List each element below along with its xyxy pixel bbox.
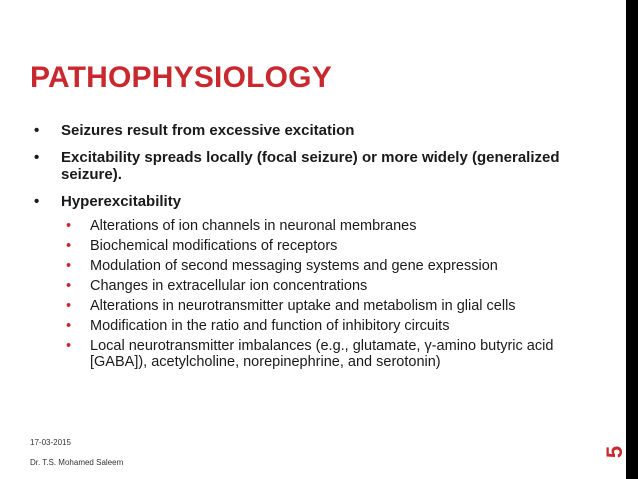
sub-bullet-text: Modification in the ratio and function of inhibitory circuits [90, 318, 450, 334]
bullet-text: Excitability spreads locally (focal seizure) or more widely (generalized seizure). [61, 149, 560, 183]
bullet-marker: • [34, 149, 40, 166]
sub-bullet-marker: • [66, 278, 72, 294]
bullet-marker: • [34, 193, 40, 210]
sub-bullet-list [32, 218, 592, 370]
bullet-item [32, 122, 592, 139]
bullet-text: Seizures result from excessive excitation [61, 122, 355, 139]
sub-bullet-marker: • [66, 298, 72, 314]
bullet-item [32, 149, 592, 183]
sub-bullet-text: Modulation of second messaging systems and gene expression [90, 258, 498, 274]
sub-bullet-text: Biochemical modifications of receptors [90, 238, 338, 254]
footer-author: Dr. T.S. Mohamed Saleem [30, 458, 124, 467]
sub-bullet-text: Changes in extracellular ion concentrations [90, 278, 368, 294]
sub-bullet-item [66, 298, 592, 314]
sub-bullet-item [66, 258, 592, 274]
sub-bullet-text: Alterations in neurotransmitter uptake and metabolism in glial cells [90, 298, 516, 314]
sub-bullet-item [66, 278, 592, 294]
slide-content [32, 122, 592, 374]
bullet-item [32, 193, 592, 210]
sub-bullet-text: Alterations of ion channels in neuronal membranes [90, 218, 417, 234]
sub-bullet-marker: • [66, 338, 72, 354]
page-number: 5 [602, 445, 627, 459]
sub-bullet-item [66, 238, 592, 254]
bullet-text: Hyperexcitability [61, 193, 182, 210]
sub-bullet-marker: • [66, 318, 72, 334]
sub-bullet-marker: • [66, 218, 72, 234]
sub-bullet-marker: • [66, 238, 72, 254]
footer-date: 17-03-2015 [30, 438, 71, 447]
sub-bullet-text: Local neurotransmitter imbalances (e.g., glutamate, γ-amino butyric acid [GABA]), acetylcholine, norepinephrine, and serotonin) [90, 338, 554, 370]
bullet-marker: • [34, 122, 40, 139]
sub-bullet-item [66, 218, 592, 234]
sub-bullet-marker: • [66, 258, 72, 274]
slide-title: PATHOPHYSIOLOGY [30, 61, 332, 94]
sub-bullet-item [66, 338, 592, 370]
right-edge-bar [626, 0, 638, 479]
sub-bullet-item [66, 318, 592, 334]
